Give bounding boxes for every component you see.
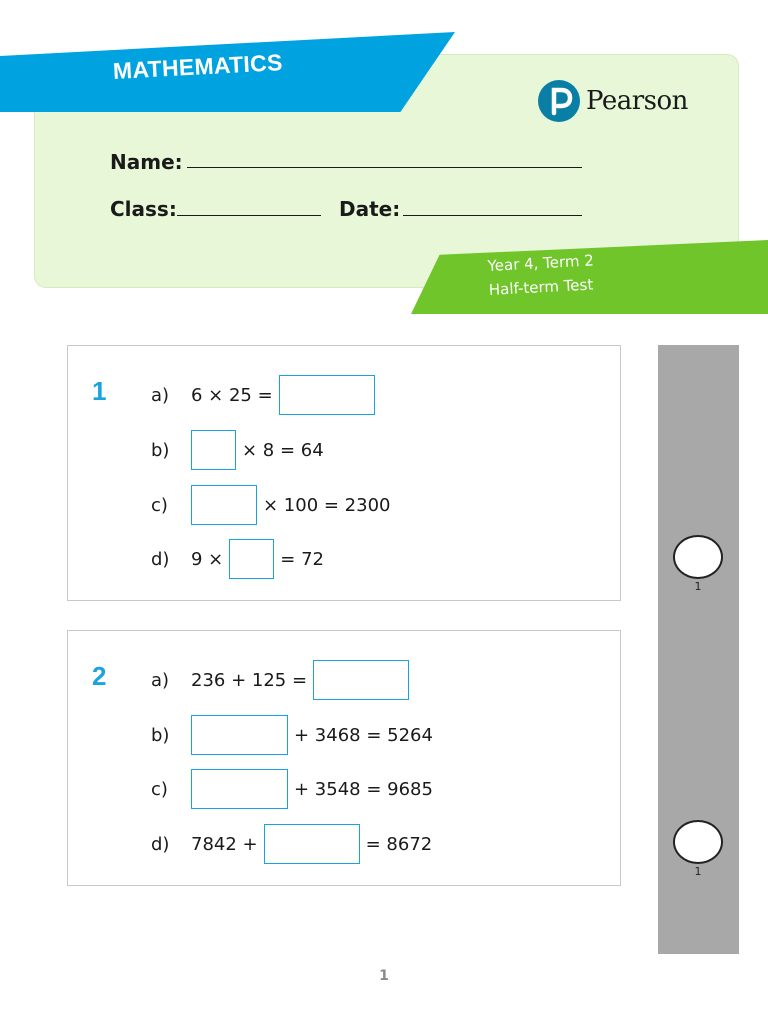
expression-after: + 3468 = 5264 — [294, 724, 433, 746]
answer-box[interactable] — [191, 430, 236, 470]
answer-box[interactable] — [264, 824, 360, 864]
term-info — [487, 248, 596, 301]
date-label: Date: — [339, 197, 401, 221]
expression-after: + 3548 = 9685 — [294, 778, 433, 800]
question-part — [151, 823, 432, 865]
term-line: Year 4, Term 2 — [487, 251, 595, 275]
mark-circle-q1[interactable] — [673, 535, 723, 579]
part-label: c) — [151, 778, 168, 800]
brand-name: Pearson — [586, 86, 688, 116]
question-part — [151, 374, 375, 416]
part-label: b) — [151, 724, 170, 746]
part-label: d) — [151, 548, 170, 570]
expression-after: × 8 = 64 — [242, 439, 324, 461]
part-label: b) — [151, 439, 170, 461]
expression-before: 6 × 25 = — [191, 384, 273, 406]
answer-box[interactable] — [191, 715, 288, 755]
expression-before: 9 × — [191, 548, 224, 570]
part-label: a) — [151, 669, 170, 691]
question-part — [151, 659, 409, 701]
answer-box[interactable] — [191, 769, 288, 809]
answer-box[interactable] — [229, 539, 274, 579]
pearson-logo — [538, 80, 688, 122]
class-label: Class: — [110, 197, 177, 221]
mark-circle-q2[interactable] — [673, 820, 723, 864]
part-label: a) — [151, 384, 170, 406]
question-part — [151, 484, 391, 526]
expression-after: = 8672 — [365, 833, 433, 855]
question-part — [151, 538, 324, 580]
test-type-line: Half-term Test — [488, 275, 594, 299]
class-field[interactable] — [177, 215, 321, 216]
question-number: 2 — [92, 661, 107, 691]
question-part — [151, 768, 433, 810]
pearson-logo-icon — [538, 80, 580, 122]
question-number: 1 — [92, 376, 107, 406]
subject-title: MATHEMATICS — [112, 49, 284, 84]
question-part — [151, 429, 324, 471]
mark-total-q2: 1 — [694, 865, 702, 878]
answer-box[interactable] — [313, 660, 409, 700]
page-number: 1 — [379, 968, 389, 984]
expression-before: 236 + 125 = — [191, 669, 308, 691]
part-label: c) — [151, 494, 168, 516]
date-field[interactable] — [403, 215, 582, 216]
part-label: d) — [151, 833, 170, 855]
mark-total-q1: 1 — [694, 580, 702, 593]
name-label: Name: — [110, 150, 183, 174]
expression-after: = 72 — [280, 548, 324, 570]
question-part — [151, 714, 433, 756]
answer-box[interactable] — [279, 375, 375, 415]
expression-after: × 100 = 2300 — [263, 494, 391, 516]
name-field[interactable] — [187, 167, 582, 168]
answer-box[interactable] — [191, 485, 257, 525]
expression-before: 7842 + — [191, 833, 258, 855]
